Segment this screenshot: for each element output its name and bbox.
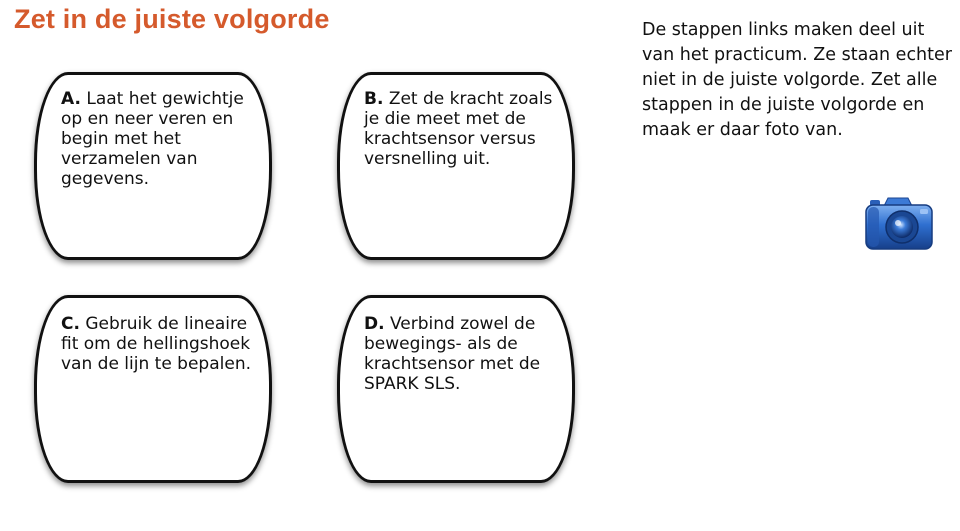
step-text-d — [364, 314, 569, 394]
step-card-a[interactable] — [34, 72, 272, 260]
step-card-c[interactable] — [34, 295, 272, 483]
instruction-text: De stappen links maken deel uit van het practicum. Ze staan echter niet in de juiste volgorde. Zet alle stappen in de juiste volgorde en maak er daar foto van. — [642, 20, 952, 140]
step-letter-d: D. — [364, 314, 385, 334]
step-card-d[interactable] — [337, 295, 575, 483]
step-letter-b: B. — [364, 89, 384, 109]
page-title: Zet in de juiste volgorde — [14, 4, 330, 34]
camera-icon — [864, 194, 934, 252]
step-description-d: Verbind zowel de bewegings- als de krachtsensor met de SPARK SLS. — [364, 314, 541, 394]
step-card-b[interactable] — [337, 72, 575, 260]
step-letter-c: C. — [61, 314, 80, 334]
step-letter-a: A. — [61, 89, 81, 109]
step-text-c — [61, 314, 266, 374]
step-description-c: Gebruik de lineaire fit om de hellingshoek van de lijn te bepalen. — [61, 314, 252, 374]
step-description-a: Laat het gewichtje op en neer veren en begin met het verzamelen van gegevens. — [61, 89, 244, 189]
step-text-a — [61, 89, 266, 189]
step-text-b — [364, 89, 569, 169]
step-description-b: Zet de kracht zoals je die meet met de krachtsensor versus versnelling uit. — [364, 89, 553, 169]
